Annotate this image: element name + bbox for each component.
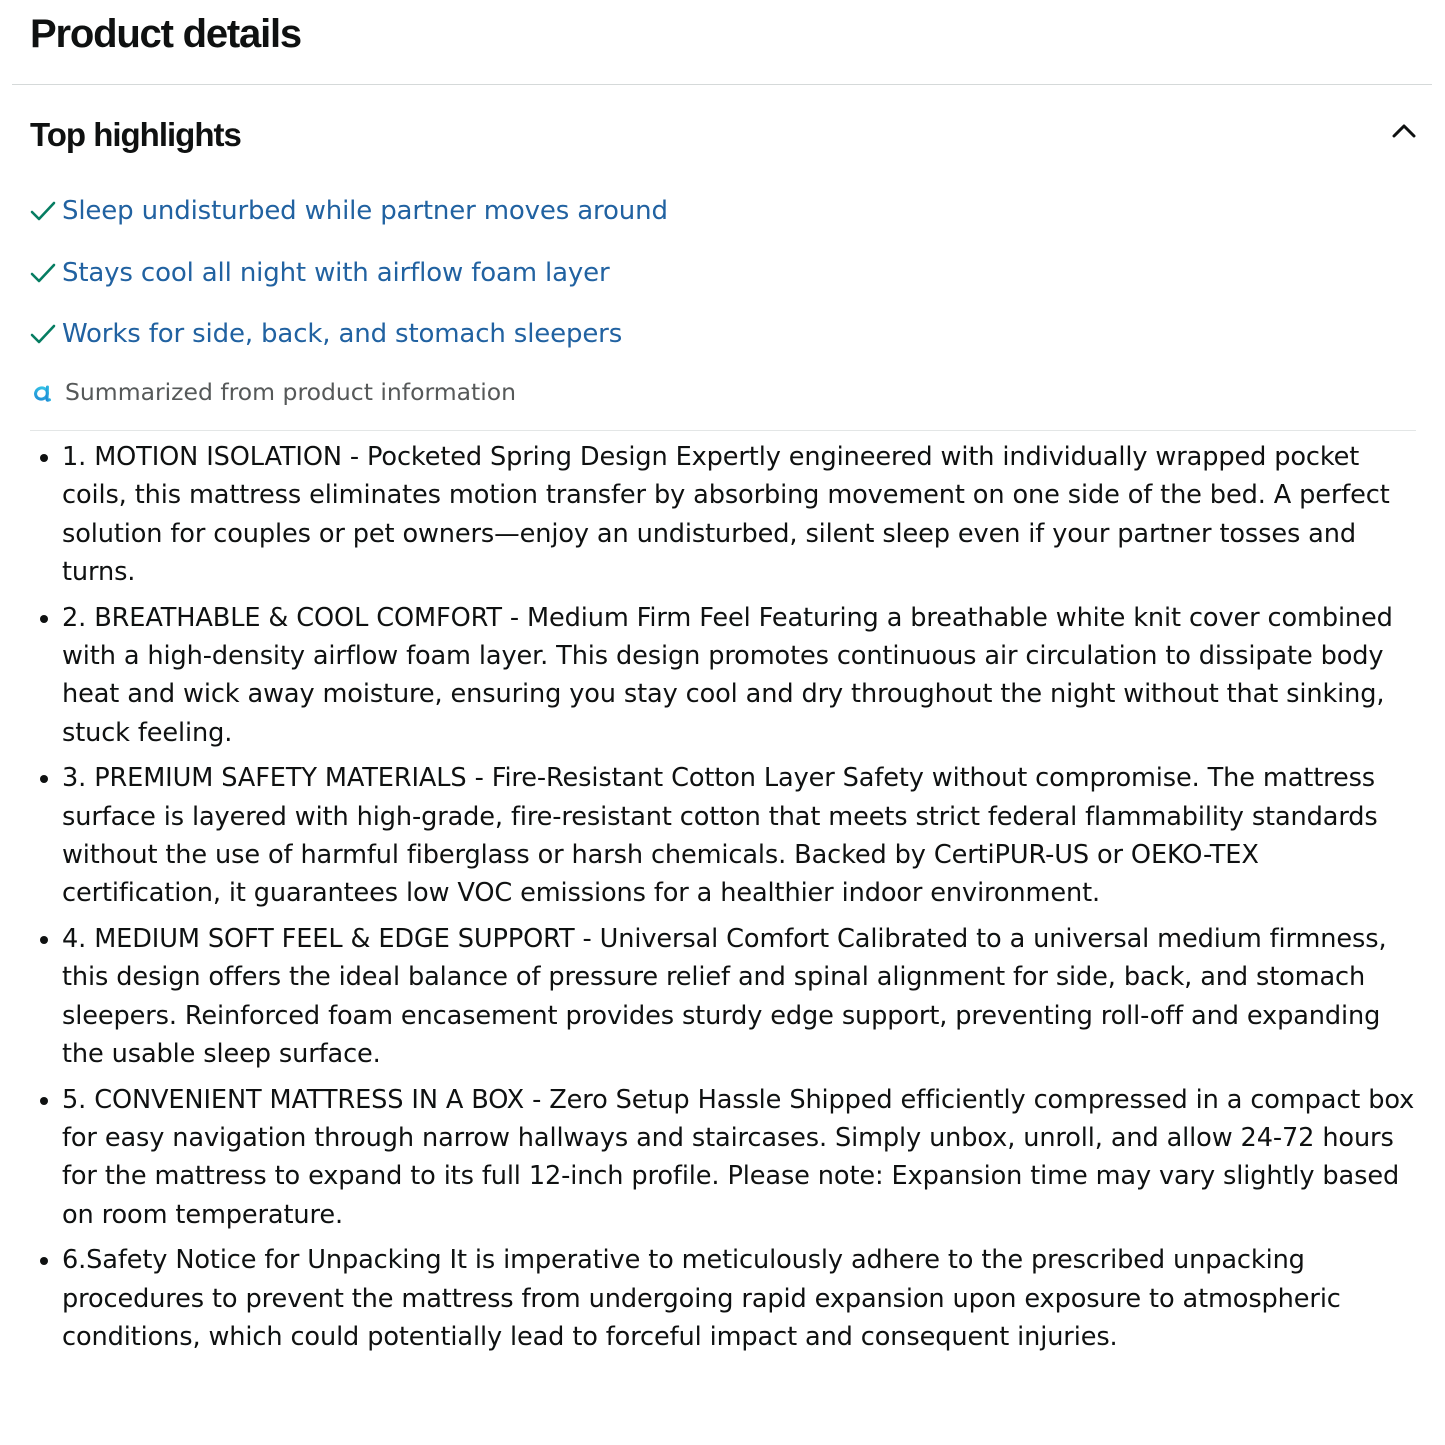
highlights-list — [30, 188, 668, 373]
checkmark-icon — [30, 198, 56, 224]
highlight-text[interactable]: Stays cool all night with airflow foam layer — [62, 257, 610, 288]
checkmark-icon — [30, 260, 56, 286]
feature-bullet: • 3. PREMIUM SAFETY MATERIALS - Fire-Resistant Cotton Layer Safety without compromise. The mattress surface is layered with high-grade, fire-resistant cotton that meets strict federal flammability standards without the use of harmful fiberglass or harsh chemicals. Backed by CertiPUR-US or OEKO-TEX certification, it guarantees low VOC emissions for a healthier indoor environment. — [62, 759, 1420, 913]
feature-bullet: • 1. MOTION ISOLATION - Pocketed Spring Design Expertly engineered with individually wrapped pocket coils, this mattress eliminates motion transfer by absorbing movement on one side of the bed. A perfect solution for couples or pet owners—enjoy an undisturbed, silent sleep even if your partner tosses and turns. — [62, 438, 1420, 592]
divider — [30, 430, 1416, 431]
ai-sparkle-icon — [32, 381, 54, 403]
highlight-item[interactable] — [30, 250, 668, 296]
highlight-text[interactable]: Sleep undisturbed while partner moves around — [62, 196, 668, 226]
divider — [12, 84, 1432, 85]
top-highlights-title: Top highlights — [30, 116, 241, 153]
top-highlights-header[interactable] — [30, 110, 1422, 162]
highlight-item[interactable] — [30, 311, 668, 357]
feature-bullet: • 6.Safety Notice for Unpacking It is imperative to meticulously adhere to the prescribed unpacking procedures to prevent the mattress from undergoing rapid expansion upon exposure to atmospheric conditions, which could potentially lead to forceful impact and consequent injuries. — [62, 1241, 1420, 1356]
highlight-text[interactable]: Works for side, back, and stomach sleepers — [62, 319, 623, 349]
summary-note — [32, 372, 516, 412]
highlight-item[interactable] — [30, 188, 668, 234]
feature-bullet: • 5. CONVENIENT MATTRESS IN A BOX - Zero Setup Hassle Shipped efficiently compressed in a compact box for easy navigation through narrow hallways and staircases. Simply unbox, unroll, and allow 24-72 hours for the mattress to expand to its full 12-inch profile. Please note: Expansion time may vary slightly based on room temperature. — [62, 1081, 1420, 1235]
feature-bullet: • 2. BREATHABLE & COOL COMFORT - Medium Firm Feel Featuring a breathable white knit cover combined with a high-density airflow foam layer. This design promotes continuous air circulation to dissipate body heat and wick away moisture, ensuring you stay cool and dry throughout the night without that sinking, stuck feeling. — [62, 599, 1420, 753]
chevron-up-icon — [1386, 114, 1422, 150]
checkmark-icon — [30, 321, 56, 347]
feature-bullet: • 4. MEDIUM SOFT FEEL & EDGE SUPPORT - Universal Comfort Calibrated to a universal medium firmness, this design offers the ideal balance of pressure relief and spinal alignment for side, back, and stomach sleepers. Reinforced foam encasement provides sturdy edge support, preventing roll-off and expanding the usable sleep surface. — [62, 920, 1420, 1074]
summary-text: Summarized from product information — [65, 378, 517, 406]
page-title: Product details — [30, 12, 301, 56]
feature-bullets — [62, 438, 1420, 1363]
collapse-button[interactable] — [1386, 114, 1422, 150]
